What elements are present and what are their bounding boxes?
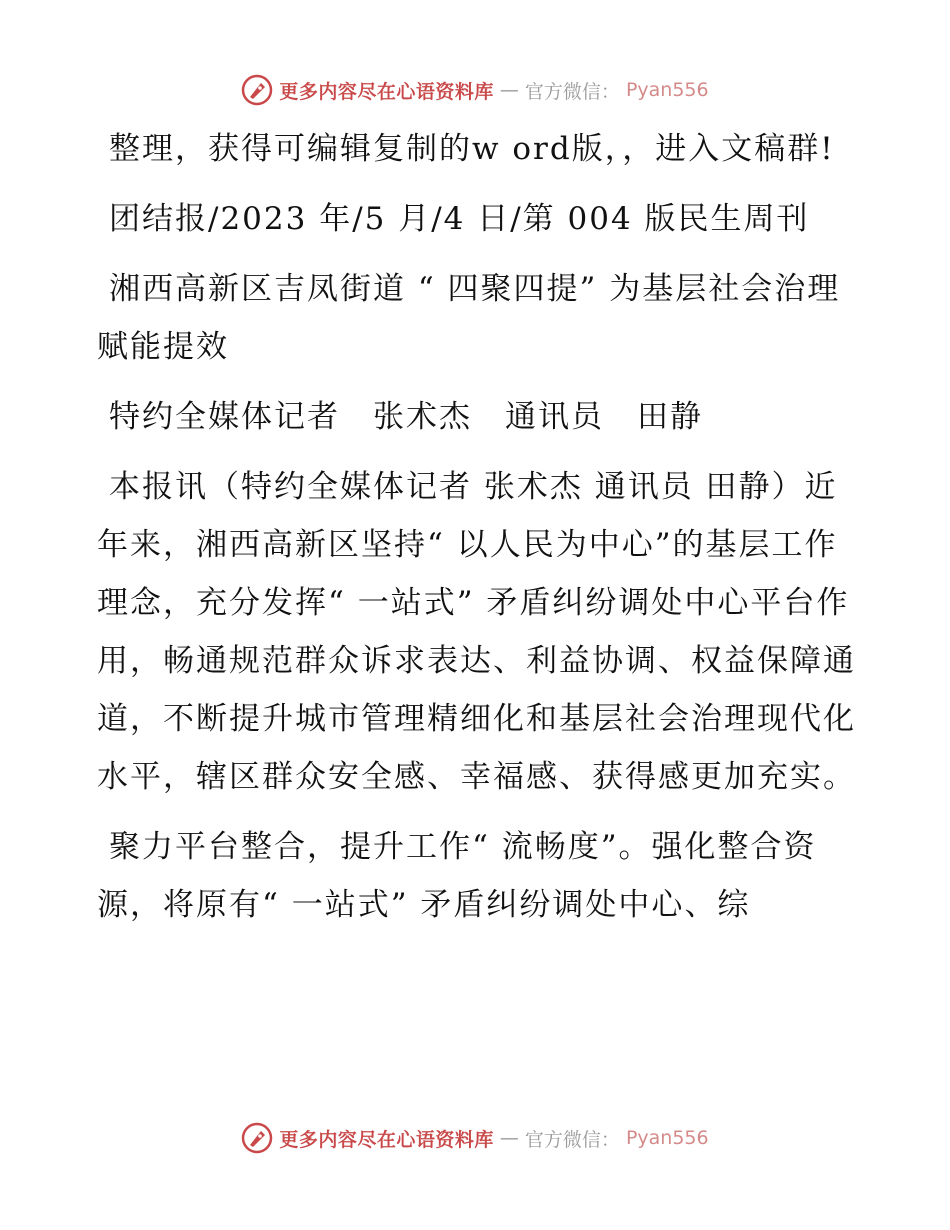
watermark-wechat-label: 官方微信：	[524, 1128, 620, 1151]
watermark-wechat-id: Pyan556	[625, 79, 709, 101]
article-byline: 特约全媒体记者 张术杰 通讯员 田静	[109, 399, 703, 435]
watermark-wechat-label: 官方微信：	[524, 80, 620, 103]
article-title: 湘西高新区吉凤街道 “ 四聚四提” 为基层社会治理赋能提效	[97, 271, 841, 365]
pen-nib-logo-icon	[241, 1122, 273, 1154]
watermark-wechat-id: Pyan556	[625, 1127, 709, 1149]
watermark-dash: —	[499, 1127, 519, 1149]
paragraph-lead: 本报讯（特约全媒体记者 张术杰 通讯员 田静）近年来，湘西高新区坚持“ 以人民为中心”的基层工作理念，充分发挥“ 一站式” 矛盾纠纷调处中心平台作用，畅通规范群众诉求表达、利益协调、权益保障通道，不断提升城市管理精细化和基层社会治理现代化水平，辖区群众安全感、幸福感、获得感更加充实。	[97, 469, 856, 795]
footer-watermark	[0, 1118, 950, 1158]
document-body	[97, 120, 867, 934]
paragraph-intro: 整理，获得可编辑复制的w ord版，，进入文稿群!	[109, 131, 835, 167]
paragraph-source: 团结报/2023 年/5 月/4 日/第 004 版民生周刊	[109, 201, 810, 237]
watermark-dash: —	[499, 79, 519, 101]
watermark-main-text: 更多内容尽在心语资料库	[279, 80, 494, 103]
pen-nib-logo-icon	[241, 74, 273, 106]
header-watermark	[0, 70, 950, 110]
watermark-main-text: 更多内容尽在心语资料库	[279, 1128, 494, 1151]
paragraph-platform: 聚力平台整合，提升工作“ 流畅度”。强化整合资源，将原有“ 一站式” 矛盾纠纷调处中心、综	[97, 829, 817, 923]
